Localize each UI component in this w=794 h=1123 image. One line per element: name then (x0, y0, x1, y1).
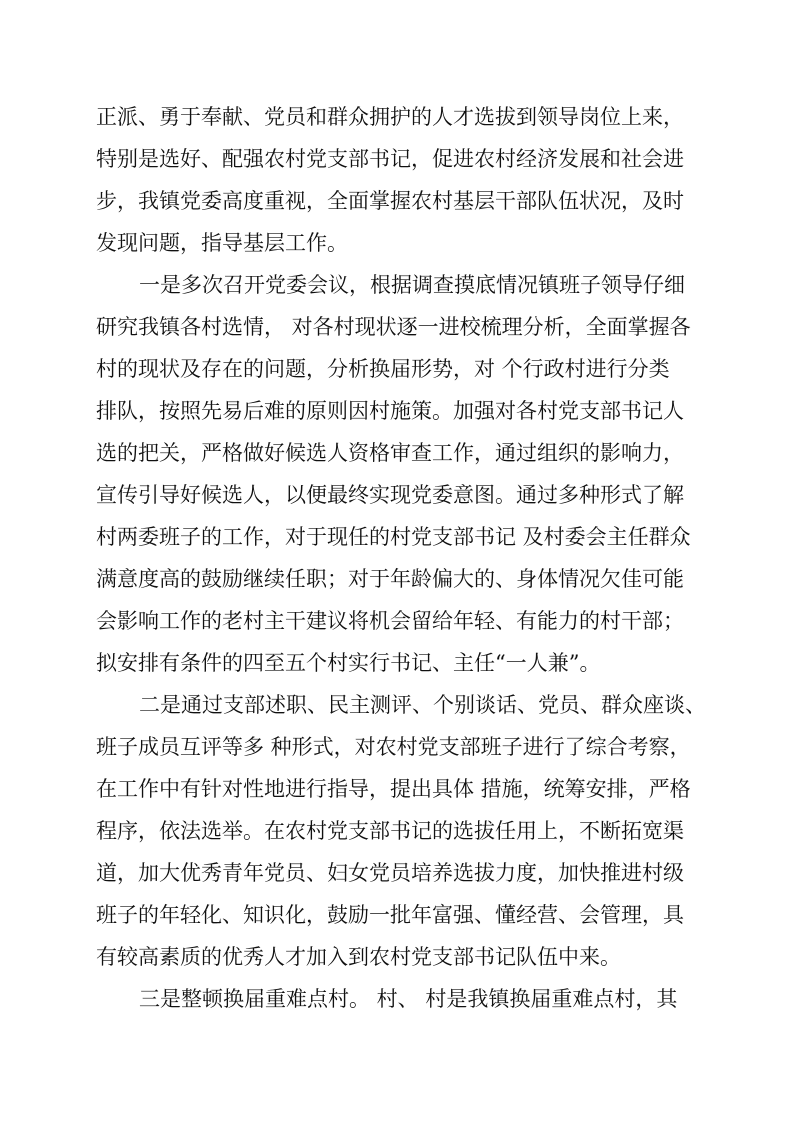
text-line: 满意度高的鼓励继续任职；对于年龄偏大的、身体情况欠佳可能 (96, 567, 684, 591)
text-line: 道，加大优秀青年党员、妇女党员培养选拔力度，加快推进村级 (96, 861, 684, 885)
text-line: 在工作中有针对性地进行指导，提出具体 措施，统筹安排，严格 (96, 777, 691, 801)
text-line: 拟安排有条件的四至五个村实行书记、主任“一人兼”。 (96, 651, 601, 675)
text-line: 宣传引导好候选人，以便最终实现党委意图。通过多种形式了解 (96, 483, 684, 507)
text-line: 特别是选好、配强农村党支部书记，促进农村经济发展和社会进 (96, 147, 684, 171)
text-line: 研究我镇各村选情， 对各村现状逐一进校梳理分析，全面掌握各 (96, 315, 691, 339)
text-line: 村的现状及存在的问题，分析换届形势，对 个行政村进行分类 (96, 357, 670, 381)
paragraph-3-first-line: 三是整顿换届重难点村。 村、 村是我镇换届重难点村，其 (139, 987, 678, 1011)
text-line: 有较高素质的优秀人才加入到农村党支部书记队伍中来。 (96, 945, 621, 969)
text-line: 步，我镇党委高度重视，全面掌握农村基层干部队伍状况，及时 (96, 189, 684, 213)
paragraph-1-first-line: 一是多次召开党委会议，根据调查摸底情况镇班子领导仔细 (139, 273, 685, 297)
text-line: 正派、勇于奉献、党员和群众拥护的人才选拔到领导岗位上来， (96, 105, 684, 129)
text-line: 选的把关，严格做好候选人资格审查工作，通过组织的影响力， (96, 441, 684, 465)
text-line: 班子成员互评等多 种形式，对农村党支部班子进行了综合考察， (96, 735, 691, 759)
paragraph-2-first-line: 二是通过支部述职、民主测评、个别谈话、党员、群众座谈、 (139, 693, 706, 717)
text-line: 村两委班子的工作，对于现任的村党支部书记 及村委会主任群众 (96, 525, 691, 549)
text-line: 程序，依法选举。在农村党支部书记的选拔任用上，不断拓宽渠 (96, 819, 684, 843)
text-line: 发现问题，指导基层工作。 (96, 231, 348, 255)
text-line: 排队，按照先易后难的原则因村施策。加强对各村党支部书记人 (96, 399, 684, 423)
text-line: 班子的年轻化、知识化，鼓励一批年富强、懂经营、会管理，具 (96, 903, 684, 927)
text-line: 会影响工作的老村主干建议将机会留给年轻、有能力的村干部； (96, 609, 684, 633)
